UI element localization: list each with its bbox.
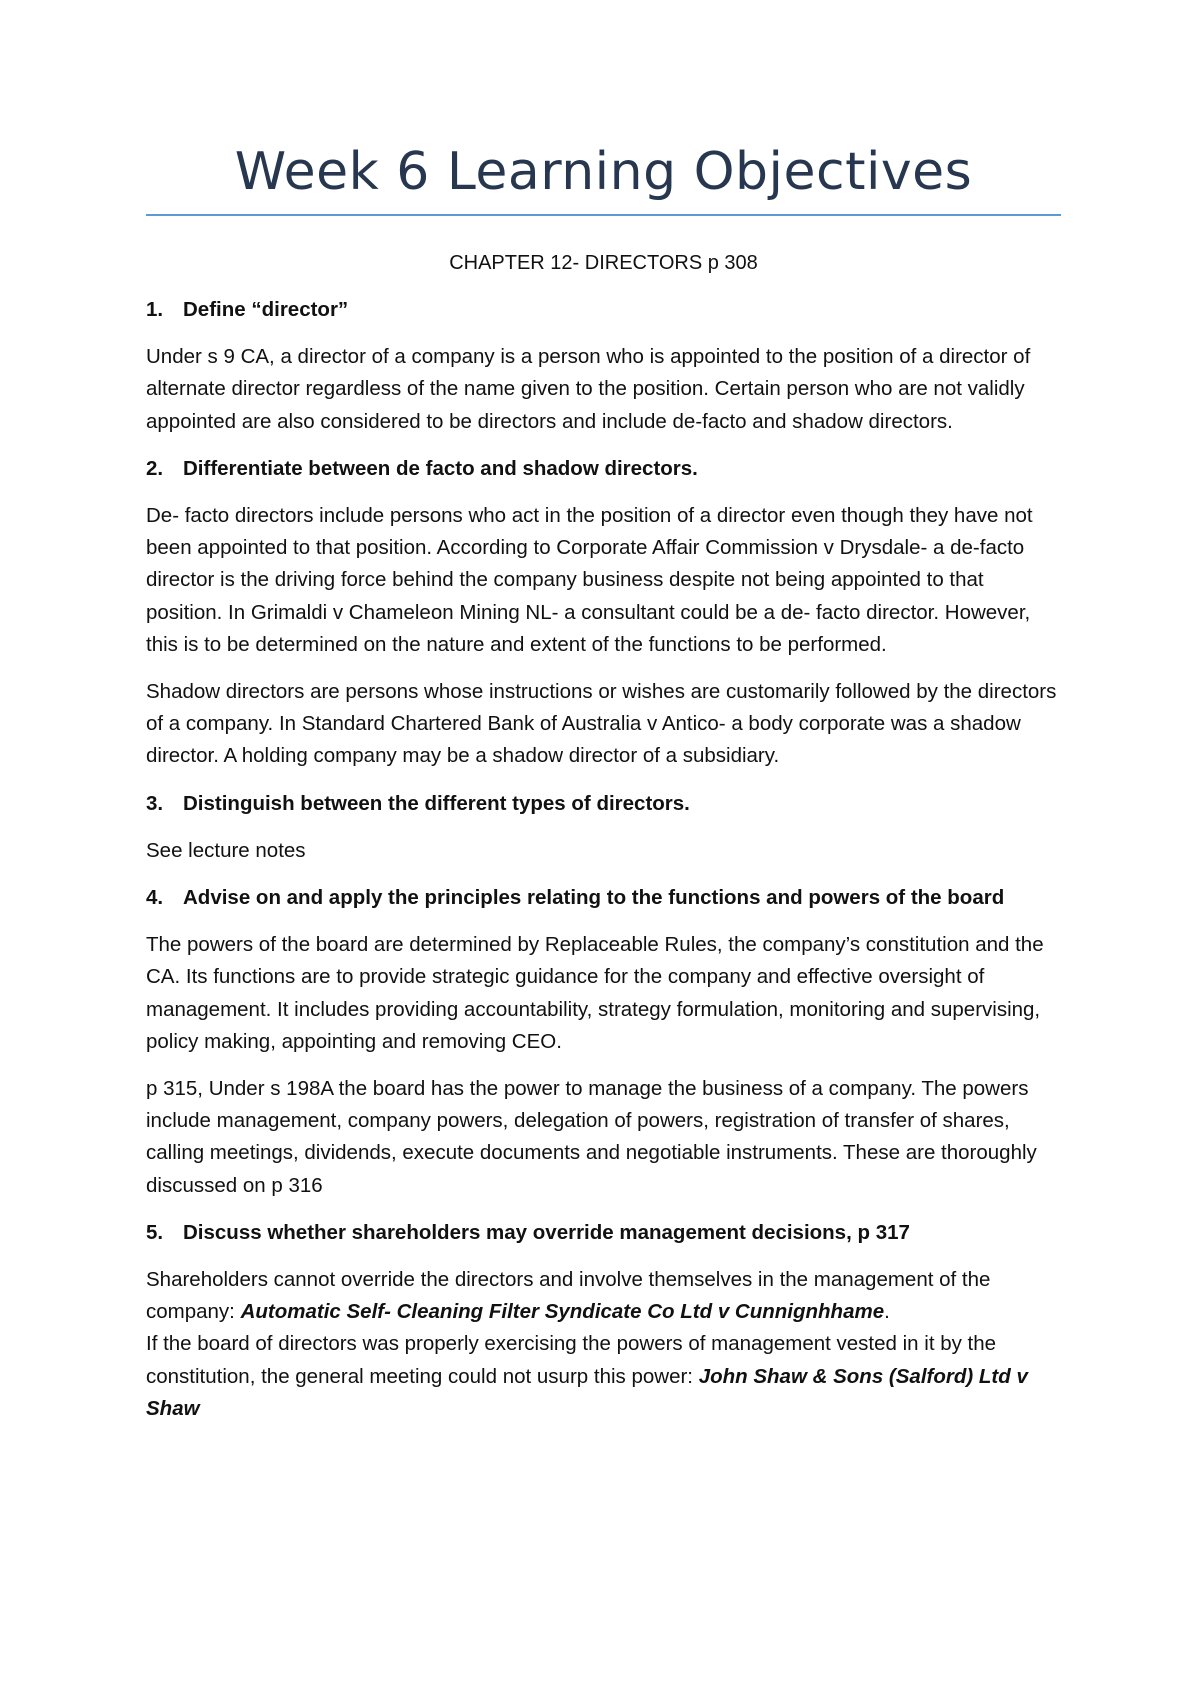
paragraph: p 315, Under s 198A the board has the power to manage the business of a company. The powers include management, company powers, delegation of powers, registration of transfer of shares, calling meetings, dividends, execute documents and negotiable instruments. These are thoroughly discussed on p 316 <box>146 1077 1037 1197</box>
document-body <box>146 247 1061 1440</box>
section-number: 2. <box>146 456 164 480</box>
section-heading-text: Distinguish between the different types of directors. <box>183 791 690 815</box>
document-title: Week 6 Learning Objectives <box>234 142 973 202</box>
section-heading-3 <box>146 788 1061 820</box>
paragraph: De- facto directors include persons who act in the position of a director even though they have not been appointed to that position. According to Corporate Affair Commission v Drysdale- a de-facto director is the driving force behind the company business despite not being appointed to that position. In Grimaldi v Chameleon Mining NL- a consultant could be a de- facto director. However, this is to be determined on the nature and extent of the functions to be performed. <box>146 504 1033 656</box>
section-heading-1 <box>146 294 1061 326</box>
section-heading-2 <box>146 453 1061 485</box>
section-heading-text: Discuss whether shareholders may override management decisions, p 317 <box>183 1220 910 1244</box>
section-number: 4. <box>146 886 164 910</box>
paragraph-text: Shareholders cannot override the directors and involve themselves in the management of the company: <box>146 1268 991 1324</box>
paragraph-text: If the board of directors was properly exercising the powers of management vested in it by the constitution, the general meeting could not usurp this power: <box>146 1332 997 1388</box>
title-underline <box>146 214 1061 216</box>
chapter-heading: CHAPTER 12- DIRECTORS p 308 <box>449 252 758 274</box>
case-citation: Automatic Self- Cleaning Filter Syndicate Co Ltd v Cunnignhhame <box>240 1300 885 1324</box>
case-citation: John Shaw & Sons (Salford) Ltd v Shaw <box>146 1364 1028 1420</box>
paragraph: See lecture notes <box>146 838 306 862</box>
paragraph <box>146 1328 1061 1425</box>
paragraph-text: . <box>884 1300 890 1324</box>
section-number: 1. <box>146 298 164 321</box>
paragraph: Shadow directors are persons whose instructions or wishes are customarily followed by the directors of a company. In Standard Chartered Bank of Australia v Antico- a body corporate was a shadow director. A holding company may be a shadow director of a subsidiary. <box>146 680 1057 768</box>
section-heading-text: Advise on and apply the principles relating to the functions and powers of the board <box>183 886 1005 910</box>
section-heading-text: Differentiate between de facto and shadow directors. <box>183 456 698 480</box>
section-heading-4 <box>146 882 1061 914</box>
section-number: 5. <box>146 1220 164 1244</box>
paragraph: Under s 9 CA, a director of a company is a person who is appointed to the position of a director of alternate director regardless of the name given to the position. Certain person who are not validly appointed are also considered to be directors and include de-facto and shadow directors. <box>146 345 1031 433</box>
paragraph: The powers of the board are determined by Replaceable Rules, the company’s constitution and the CA. Its functions are to provide strategic guidance for the company and effective oversight of management. It includes providing accountability, strategy formulation, monitoring and supervising, policy making, appointing and removing CEO. <box>146 933 1044 1053</box>
section-heading-text: Define “director” <box>183 298 349 321</box>
section-number: 3. <box>146 791 164 815</box>
section-heading-5 <box>146 1217 1061 1249</box>
paragraph <box>146 1264 1061 1328</box>
